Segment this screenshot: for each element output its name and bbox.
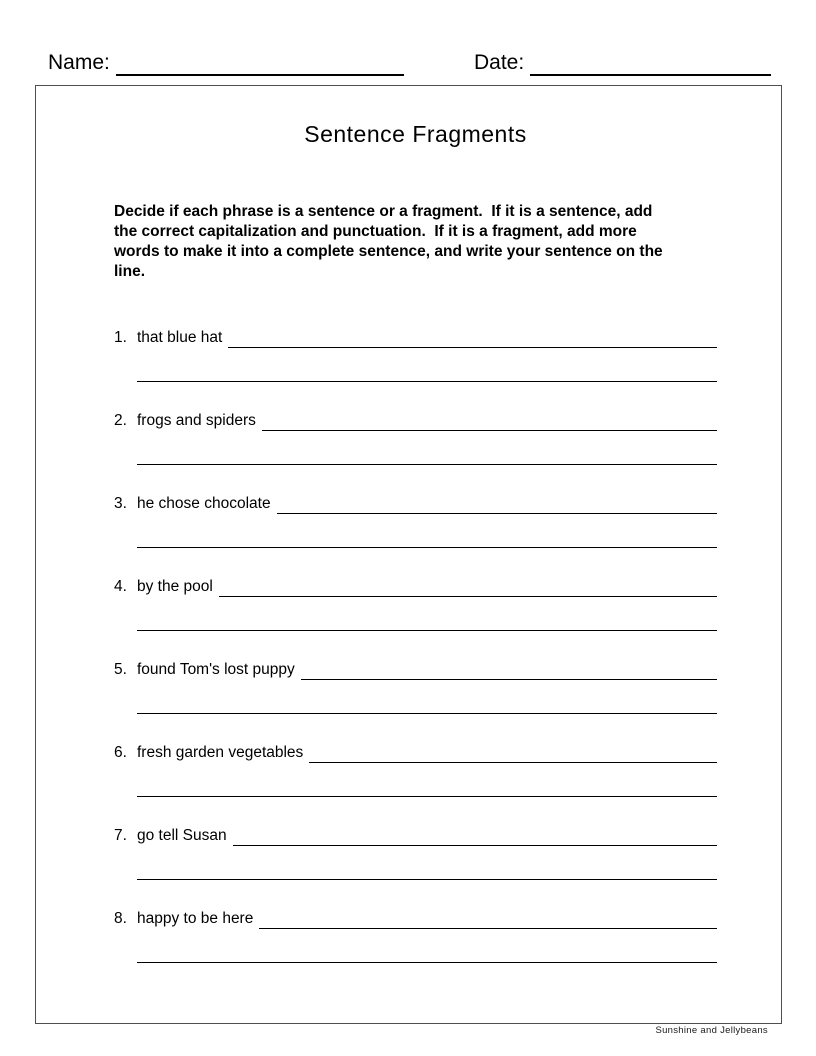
worksheet-frame	[35, 85, 782, 1024]
page-title: Sentence Fragments	[304, 121, 527, 147]
item-row	[114, 493, 717, 514]
instructions	[114, 202, 717, 282]
name-field	[48, 50, 404, 76]
worksheet-item	[114, 659, 717, 714]
footer-credit: Sunshine and Jellybeans	[655, 1025, 768, 1036]
worksheet-item	[114, 327, 717, 382]
item-number: 7.	[114, 827, 127, 844]
item-row	[114, 908, 717, 929]
instruction-line: the correct capitalization and punctuation. If it is a fragment, add more	[114, 223, 637, 240]
instruction-line: words to make it into a complete sentence, and write your sentence on the	[114, 243, 663, 260]
answer-line	[137, 680, 717, 714]
phrase-answer-line	[277, 513, 717, 514]
worksheet-item	[114, 742, 717, 797]
phrase-answer-line	[262, 430, 717, 431]
item-phrase: found Tom's lost puppy	[137, 661, 295, 678]
answer-line	[137, 846, 717, 880]
item-number: 2.	[114, 412, 127, 429]
worksheet-item	[114, 908, 717, 963]
phrase-answer-line	[219, 596, 717, 597]
header-row	[48, 50, 771, 76]
date-label: Date:	[474, 51, 525, 74]
item-number: 5.	[114, 661, 127, 678]
phrase-answer-line	[228, 347, 717, 348]
worksheet-item	[114, 410, 717, 465]
instruction-line: Decide if each phrase is a sentence or a fragment. If it is a sentence, add	[114, 203, 653, 220]
item-number: 3.	[114, 495, 127, 512]
answer-line	[137, 514, 717, 548]
item-number: 1.	[114, 329, 127, 346]
items-list	[114, 327, 717, 963]
item-phrase: frogs and spiders	[137, 412, 256, 429]
worksheet-item	[114, 825, 717, 880]
answer-line	[137, 763, 717, 797]
name-label: Name:	[48, 51, 110, 74]
item-row	[114, 327, 717, 348]
worksheet-item	[114, 493, 717, 548]
item-row	[114, 742, 717, 763]
item-row	[114, 576, 717, 597]
item-phrase: fresh garden vegetables	[137, 744, 304, 761]
name-blank-line	[116, 50, 404, 76]
phrase-answer-line	[309, 762, 717, 763]
item-phrase: he chose chocolate	[137, 495, 271, 512]
item-row	[114, 410, 717, 431]
item-number: 8.	[114, 910, 127, 927]
item-number: 4.	[114, 578, 127, 595]
item-phrase: that blue hat	[137, 329, 223, 346]
answer-line	[137, 597, 717, 631]
item-phrase: by the pool	[137, 578, 213, 595]
answer-line	[137, 348, 717, 382]
item-phrase: go tell Susan	[137, 827, 227, 844]
answer-line	[137, 431, 717, 465]
instruction-line: line.	[114, 263, 146, 280]
item-number: 6.	[114, 744, 127, 761]
phrase-answer-line	[301, 679, 717, 680]
phrase-answer-line	[233, 845, 717, 846]
item-row	[114, 825, 717, 846]
phrase-answer-line	[259, 928, 717, 929]
item-phrase: happy to be here	[137, 910, 254, 927]
worksheet-item	[114, 576, 717, 631]
answer-line	[137, 929, 717, 963]
item-row	[114, 659, 717, 680]
date-blank-line	[530, 50, 771, 76]
date-field	[474, 50, 771, 76]
